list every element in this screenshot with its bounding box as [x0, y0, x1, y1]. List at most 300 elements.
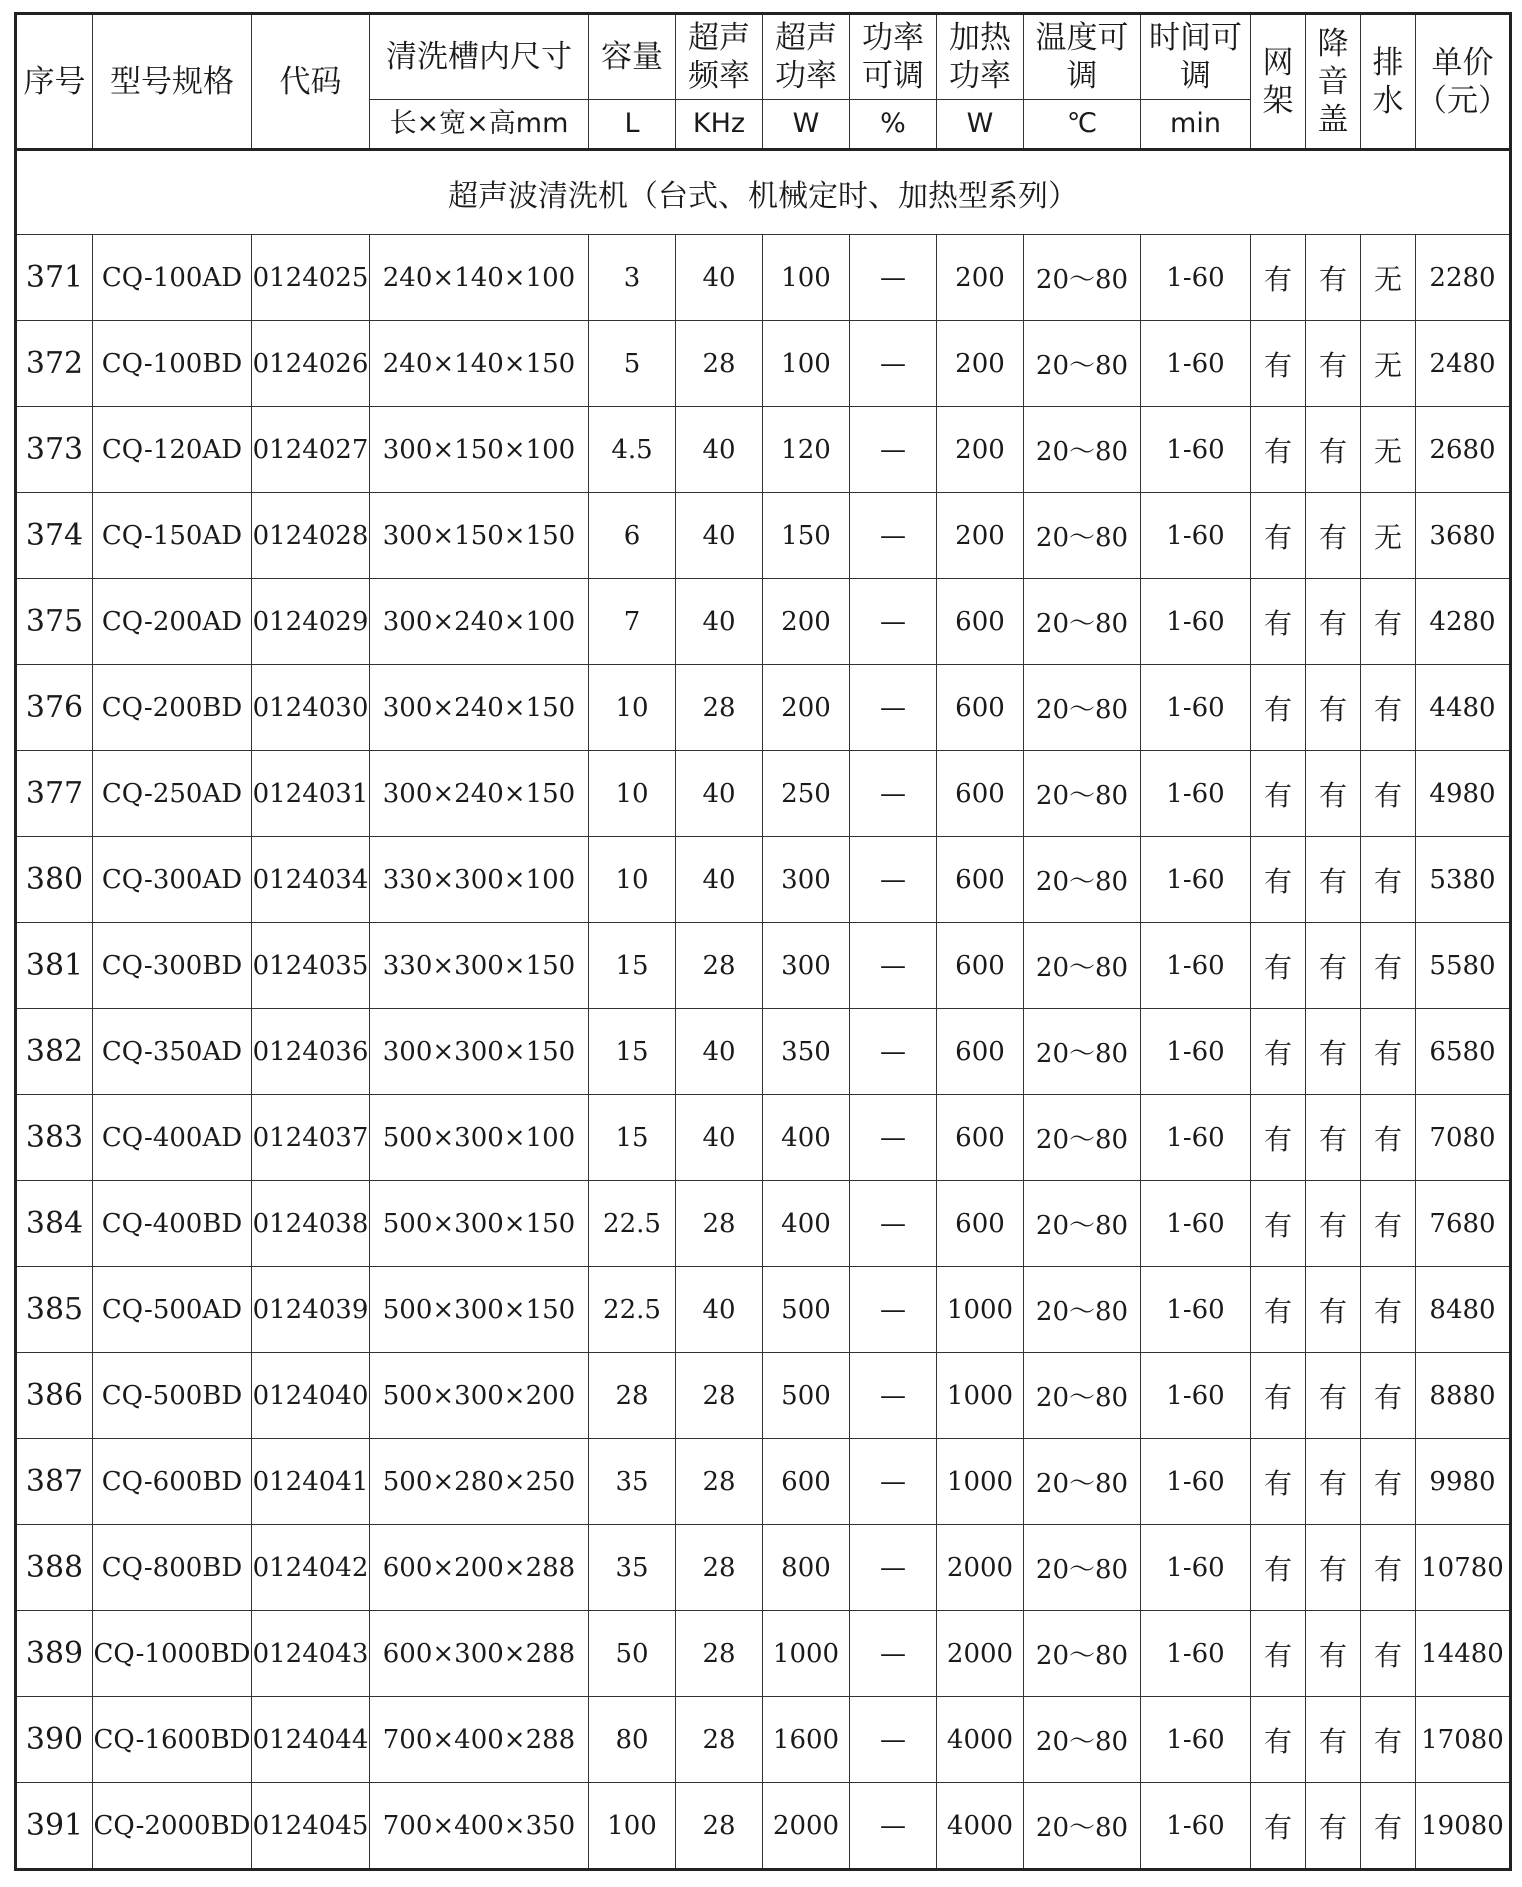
cell-power-adjustable: — — [850, 1009, 937, 1095]
cell-noise-lid: 有 — [1306, 1181, 1361, 1267]
cell-ultrasonic-power: 600 — [763, 1439, 850, 1525]
cell-capacity: 15 — [589, 1095, 676, 1181]
cell-price: 4280 — [1416, 579, 1511, 665]
cell-size: 300×240×100 — [370, 579, 589, 665]
cell-model: CQ-200AD — [93, 579, 252, 665]
cell-noise-lid: 有 — [1306, 923, 1361, 1009]
cell-frequency: 28 — [676, 1525, 763, 1611]
cell-size: 300×150×100 — [370, 407, 589, 493]
cell-time: 1-60 — [1141, 837, 1251, 923]
cell-seq: 390 — [16, 1697, 93, 1783]
cell-time: 1-60 — [1141, 1525, 1251, 1611]
cell-heating-power: 200 — [937, 407, 1024, 493]
unit-ultrasonic-power: W — [763, 100, 850, 150]
cell-ultrasonic-power: 200 — [763, 579, 850, 665]
cell-basket: 有 — [1251, 235, 1306, 321]
cell-price: 10780 — [1416, 1525, 1511, 1611]
cell-drain: 无 — [1361, 235, 1416, 321]
cell-ultrasonic-power: 1600 — [763, 1697, 850, 1783]
cell-temperature: 20～80 — [1024, 751, 1141, 837]
cell-heating-power: 600 — [937, 665, 1024, 751]
cell-basket: 有 — [1251, 1439, 1306, 1525]
unit-power-adjustable: % — [850, 100, 937, 150]
cell-model: CQ-1000BD — [93, 1611, 252, 1697]
cell-noise-lid: 有 — [1306, 1353, 1361, 1439]
cell-basket: 有 — [1251, 579, 1306, 665]
cell-size: 330×300×150 — [370, 923, 589, 1009]
cell-seq: 377 — [16, 751, 93, 837]
cell-code: 0124035 — [252, 923, 370, 1009]
cell-heating-power: 600 — [937, 837, 1024, 923]
table-row — [16, 751, 1511, 837]
cell-frequency: 40 — [676, 751, 763, 837]
cell-basket: 有 — [1251, 493, 1306, 579]
cell-temperature: 20～80 — [1024, 923, 1141, 1009]
cell-price: 4480 — [1416, 665, 1511, 751]
cell-price: 17080 — [1416, 1697, 1511, 1783]
cell-noise-lid: 有 — [1306, 321, 1361, 407]
cell-model: CQ-300BD — [93, 923, 252, 1009]
header-power-adjustable: 功率可调 — [850, 14, 937, 100]
cell-model: CQ-400BD — [93, 1181, 252, 1267]
cell-heating-power: 600 — [937, 751, 1024, 837]
cell-heating-power: 200 — [937, 235, 1024, 321]
cell-temperature: 20～80 — [1024, 665, 1141, 751]
cell-capacity: 35 — [589, 1525, 676, 1611]
cell-price: 4980 — [1416, 751, 1511, 837]
cell-ultrasonic-power: 400 — [763, 1181, 850, 1267]
cell-noise-lid: 有 — [1306, 1439, 1361, 1525]
cell-size: 500×300×200 — [370, 1353, 589, 1439]
cell-drain: 有 — [1361, 1181, 1416, 1267]
cell-capacity: 100 — [589, 1783, 676, 1870]
cell-noise-lid: 有 — [1306, 1697, 1361, 1783]
cell-power-adjustable: — — [850, 923, 937, 1009]
cell-frequency: 40 — [676, 1009, 763, 1095]
cell-seq: 380 — [16, 837, 93, 923]
unit-capacity: L — [589, 100, 676, 150]
cell-code: 0124045 — [252, 1783, 370, 1870]
cell-code: 0124040 — [252, 1353, 370, 1439]
cell-ultrasonic-power: 1000 — [763, 1611, 850, 1697]
cell-code: 0124044 — [252, 1697, 370, 1783]
cell-time: 1-60 — [1141, 1611, 1251, 1697]
header-code: 代码 — [252, 14, 370, 150]
cell-time: 1-60 — [1141, 1267, 1251, 1353]
section-title: 超声波清洗机（台式、机械定时、加热型系列） — [16, 150, 1511, 235]
cell-seq: 383 — [16, 1095, 93, 1181]
cell-code: 0124030 — [252, 665, 370, 751]
cell-time: 1-60 — [1141, 1697, 1251, 1783]
header-time-adjustable: 时间可调 — [1141, 14, 1251, 100]
header-ultrasonic-power: 超声功率 — [763, 14, 850, 100]
cell-code: 0124031 — [252, 751, 370, 837]
cell-price: 8480 — [1416, 1267, 1511, 1353]
cell-basket: 有 — [1251, 665, 1306, 751]
cell-ultrasonic-power: 300 — [763, 837, 850, 923]
cell-drain: 无 — [1361, 407, 1416, 493]
cell-frequency: 40 — [676, 1095, 763, 1181]
cell-price: 8880 — [1416, 1353, 1511, 1439]
cell-temperature: 20～80 — [1024, 1267, 1141, 1353]
cell-ultrasonic-power: 200 — [763, 665, 850, 751]
cell-price: 19080 — [1416, 1783, 1511, 1870]
header-drain: 排水 — [1361, 14, 1416, 150]
cell-model: CQ-1600BD — [93, 1697, 252, 1783]
cell-noise-lid: 有 — [1306, 579, 1361, 665]
cell-power-adjustable: — — [850, 665, 937, 751]
cell-time: 1-60 — [1141, 751, 1251, 837]
table-row — [16, 1525, 1511, 1611]
cell-ultrasonic-power: 120 — [763, 407, 850, 493]
cell-model: CQ-100AD — [93, 235, 252, 321]
cell-drain: 无 — [1361, 321, 1416, 407]
cell-capacity: 22.5 — [589, 1181, 676, 1267]
cell-noise-lid: 有 — [1306, 837, 1361, 923]
table-row — [16, 837, 1511, 923]
cell-seq: 382 — [16, 1009, 93, 1095]
cell-drain: 无 — [1361, 493, 1416, 579]
cell-ultrasonic-power: 100 — [763, 321, 850, 407]
table-row — [16, 1267, 1511, 1353]
table-body — [16, 150, 1511, 1870]
cell-code: 0124036 — [252, 1009, 370, 1095]
cell-price: 6580 — [1416, 1009, 1511, 1095]
cell-basket: 有 — [1251, 923, 1306, 1009]
cell-basket: 有 — [1251, 1611, 1306, 1697]
table-row — [16, 407, 1511, 493]
cell-basket: 有 — [1251, 321, 1306, 407]
cell-basket: 有 — [1251, 1697, 1306, 1783]
cell-drain: 有 — [1361, 1525, 1416, 1611]
cell-noise-lid: 有 — [1306, 235, 1361, 321]
cell-price: 9980 — [1416, 1439, 1511, 1525]
cell-temperature: 20～80 — [1024, 1181, 1141, 1267]
cell-drain: 有 — [1361, 837, 1416, 923]
table-header — [16, 14, 1511, 150]
cell-time: 1-60 — [1141, 1009, 1251, 1095]
cell-time: 1-60 — [1141, 235, 1251, 321]
header-capacity: 容量 — [589, 14, 676, 100]
cell-capacity: 50 — [589, 1611, 676, 1697]
cell-ultrasonic-power: 300 — [763, 923, 850, 1009]
cell-model: CQ-2000BD — [93, 1783, 252, 1870]
cell-code: 0124027 — [252, 407, 370, 493]
cell-model: CQ-500BD — [93, 1353, 252, 1439]
cell-ultrasonic-power: 500 — [763, 1267, 850, 1353]
table-row — [16, 1009, 1511, 1095]
cell-frequency: 28 — [676, 1697, 763, 1783]
cell-heating-power: 200 — [937, 321, 1024, 407]
cell-model: CQ-400AD — [93, 1095, 252, 1181]
cell-drain: 有 — [1361, 1697, 1416, 1783]
cell-price: 7080 — [1416, 1095, 1511, 1181]
table-row — [16, 493, 1511, 579]
header-temperature-adjustable: 温度可调 — [1024, 14, 1141, 100]
cell-price: 7680 — [1416, 1181, 1511, 1267]
table-row — [16, 1095, 1511, 1181]
cell-power-adjustable: — — [850, 579, 937, 665]
table-row — [16, 1697, 1511, 1783]
cell-ultrasonic-power: 2000 — [763, 1783, 850, 1870]
cell-heating-power: 1000 — [937, 1439, 1024, 1525]
cell-temperature: 20～80 — [1024, 493, 1141, 579]
cell-frequency: 28 — [676, 1783, 763, 1870]
cell-size: 500×280×250 — [370, 1439, 589, 1525]
cell-heating-power: 2000 — [937, 1525, 1024, 1611]
unit-frequency: KHz — [676, 100, 763, 150]
cell-capacity: 22.5 — [589, 1267, 676, 1353]
cell-model: CQ-500AD — [93, 1267, 252, 1353]
cell-temperature: 20～80 — [1024, 235, 1141, 321]
cell-capacity: 5 — [589, 321, 676, 407]
cell-noise-lid: 有 — [1306, 1611, 1361, 1697]
cell-time: 1-60 — [1141, 1783, 1251, 1870]
unit-time: min — [1141, 100, 1251, 150]
cell-drain: 有 — [1361, 1611, 1416, 1697]
cell-time: 1-60 — [1141, 1181, 1251, 1267]
cell-capacity: 10 — [589, 665, 676, 751]
cell-time: 1-60 — [1141, 665, 1251, 751]
cell-time: 1-60 — [1141, 1095, 1251, 1181]
table-row — [16, 923, 1511, 1009]
cell-capacity: 80 — [589, 1697, 676, 1783]
table-row — [16, 1181, 1511, 1267]
cell-seq: 381 — [16, 923, 93, 1009]
cell-frequency: 40 — [676, 579, 763, 665]
cell-seq: 389 — [16, 1611, 93, 1697]
table-row — [16, 321, 1511, 407]
cell-heating-power: 600 — [937, 923, 1024, 1009]
cell-size: 240×140×100 — [370, 235, 589, 321]
cell-code: 0124039 — [252, 1267, 370, 1353]
cell-power-adjustable: — — [850, 751, 937, 837]
cell-seq: 375 — [16, 579, 93, 665]
cell-seq: 384 — [16, 1181, 93, 1267]
cell-seq: 372 — [16, 321, 93, 407]
cell-seq: 371 — [16, 235, 93, 321]
cell-basket: 有 — [1251, 1095, 1306, 1181]
cell-heating-power: 600 — [937, 1181, 1024, 1267]
cell-drain: 有 — [1361, 1267, 1416, 1353]
cell-capacity: 6 — [589, 493, 676, 579]
cell-power-adjustable: — — [850, 235, 937, 321]
cell-drain: 有 — [1361, 1353, 1416, 1439]
cell-code: 0124041 — [252, 1439, 370, 1525]
cell-drain: 有 — [1361, 1095, 1416, 1181]
cell-capacity: 15 — [589, 923, 676, 1009]
table-row — [16, 579, 1511, 665]
cell-seq: 373 — [16, 407, 93, 493]
table-row — [16, 665, 1511, 751]
cell-noise-lid: 有 — [1306, 751, 1361, 837]
cell-power-adjustable: — — [850, 1697, 937, 1783]
table-row — [16, 1353, 1511, 1439]
cell-price: 14480 — [1416, 1611, 1511, 1697]
cell-ultrasonic-power: 150 — [763, 493, 850, 579]
cell-capacity: 4.5 — [589, 407, 676, 493]
cell-basket: 有 — [1251, 1181, 1306, 1267]
cell-seq: 386 — [16, 1353, 93, 1439]
cell-seq: 376 — [16, 665, 93, 751]
cell-drain: 有 — [1361, 1439, 1416, 1525]
header-frequency: 超声频率 — [676, 14, 763, 100]
cell-temperature: 20～80 — [1024, 1095, 1141, 1181]
cell-frequency: 40 — [676, 1267, 763, 1353]
cell-heating-power: 200 — [937, 493, 1024, 579]
cell-heating-power: 1000 — [937, 1353, 1024, 1439]
cell-ultrasonic-power: 100 — [763, 235, 850, 321]
cell-power-adjustable: — — [850, 1181, 937, 1267]
cell-time: 1-60 — [1141, 579, 1251, 665]
cell-code: 0124037 — [252, 1095, 370, 1181]
cell-power-adjustable: — — [850, 407, 937, 493]
cell-power-adjustable: — — [850, 1095, 937, 1181]
cell-drain: 有 — [1361, 751, 1416, 837]
cell-temperature: 20～80 — [1024, 837, 1141, 923]
cell-size: 300×150×150 — [370, 493, 589, 579]
cell-time: 1-60 — [1141, 1353, 1251, 1439]
cell-frequency: 28 — [676, 665, 763, 751]
cell-capacity: 3 — [589, 235, 676, 321]
cell-model: CQ-200BD — [93, 665, 252, 751]
cell-frequency: 28 — [676, 1611, 763, 1697]
price-table — [14, 12, 1512, 1871]
cell-seq: 391 — [16, 1783, 93, 1870]
cell-capacity: 15 — [589, 1009, 676, 1095]
cell-temperature: 20～80 — [1024, 1783, 1141, 1870]
table-row — [16, 1439, 1511, 1525]
cell-model: CQ-250AD — [93, 751, 252, 837]
cell-code: 0124028 — [252, 493, 370, 579]
cell-basket: 有 — [1251, 837, 1306, 923]
cell-size: 500×300×100 — [370, 1095, 589, 1181]
cell-noise-lid: 有 — [1306, 665, 1361, 751]
cell-power-adjustable: — — [850, 837, 937, 923]
cell-heating-power: 2000 — [937, 1611, 1024, 1697]
cell-size: 300×300×150 — [370, 1009, 589, 1095]
cell-heating-power: 600 — [937, 1009, 1024, 1095]
cell-power-adjustable: — — [850, 1783, 937, 1870]
cell-power-adjustable: — — [850, 493, 937, 579]
cell-ultrasonic-power: 250 — [763, 751, 850, 837]
cell-noise-lid: 有 — [1306, 1783, 1361, 1870]
cell-seq: 387 — [16, 1439, 93, 1525]
cell-basket: 有 — [1251, 1267, 1306, 1353]
cell-frequency: 40 — [676, 407, 763, 493]
cell-time: 1-60 — [1141, 321, 1251, 407]
header-model: 型号规格 — [93, 14, 252, 150]
cell-size: 500×300×150 — [370, 1181, 589, 1267]
cell-time: 1-60 — [1141, 407, 1251, 493]
header-seq: 序号 — [16, 14, 93, 150]
cell-price: 2680 — [1416, 407, 1511, 493]
cell-basket: 有 — [1251, 1009, 1306, 1095]
cell-temperature: 20～80 — [1024, 579, 1141, 665]
table-row — [16, 1783, 1511, 1870]
header-heating-power: 加热功率 — [937, 14, 1024, 100]
cell-size: 240×140×150 — [370, 321, 589, 407]
cell-power-adjustable: — — [850, 1267, 937, 1353]
cell-time: 1-60 — [1141, 923, 1251, 1009]
cell-time: 1-60 — [1141, 1439, 1251, 1525]
cell-capacity: 7 — [589, 579, 676, 665]
cell-model: CQ-150AD — [93, 493, 252, 579]
cell-size: 330×300×100 — [370, 837, 589, 923]
cell-capacity: 28 — [589, 1353, 676, 1439]
cell-size: 500×300×150 — [370, 1267, 589, 1353]
cell-price: 2480 — [1416, 321, 1511, 407]
unit-temperature: ℃ — [1024, 100, 1141, 150]
cell-frequency: 28 — [676, 923, 763, 1009]
cell-power-adjustable: — — [850, 1439, 937, 1525]
cell-ultrasonic-power: 350 — [763, 1009, 850, 1095]
cell-noise-lid: 有 — [1306, 493, 1361, 579]
cell-size: 600×300×288 — [370, 1611, 589, 1697]
cell-seq: 385 — [16, 1267, 93, 1353]
cell-power-adjustable: — — [850, 1611, 937, 1697]
cell-heating-power: 600 — [937, 579, 1024, 665]
cell-power-adjustable: — — [850, 1353, 937, 1439]
cell-code: 0124034 — [252, 837, 370, 923]
cell-code: 0124042 — [252, 1525, 370, 1611]
cell-frequency: 40 — [676, 235, 763, 321]
cell-model: CQ-120AD — [93, 407, 252, 493]
cell-heating-power: 4000 — [937, 1783, 1024, 1870]
header-tank-size: 清洗槽内尺寸 — [370, 14, 589, 100]
cell-price: 5380 — [1416, 837, 1511, 923]
cell-size: 600×200×288 — [370, 1525, 589, 1611]
cell-temperature: 20～80 — [1024, 321, 1141, 407]
cell-noise-lid: 有 — [1306, 1267, 1361, 1353]
cell-ultrasonic-power: 800 — [763, 1525, 850, 1611]
cell-noise-lid: 有 — [1306, 1009, 1361, 1095]
cell-heating-power: 1000 — [937, 1267, 1024, 1353]
cell-noise-lid: 有 — [1306, 407, 1361, 493]
cell-heating-power: 4000 — [937, 1697, 1024, 1783]
cell-price: 3680 — [1416, 493, 1511, 579]
cell-temperature: 20～80 — [1024, 1009, 1141, 1095]
cell-capacity: 35 — [589, 1439, 676, 1525]
cell-basket: 有 — [1251, 751, 1306, 837]
cell-heating-power: 600 — [937, 1095, 1024, 1181]
cell-seq: 388 — [16, 1525, 93, 1611]
cell-basket: 有 — [1251, 407, 1306, 493]
cell-drain: 有 — [1361, 923, 1416, 1009]
cell-code: 0124025 — [252, 235, 370, 321]
cell-basket: 有 — [1251, 1525, 1306, 1611]
cell-size: 300×240×150 — [370, 751, 589, 837]
cell-code: 0124026 — [252, 321, 370, 407]
cell-ultrasonic-power: 400 — [763, 1095, 850, 1181]
cell-temperature: 20～80 — [1024, 1611, 1141, 1697]
cell-frequency: 28 — [676, 1353, 763, 1439]
cell-code: 0124043 — [252, 1611, 370, 1697]
table-row — [16, 235, 1511, 321]
cell-drain: 有 — [1361, 1783, 1416, 1870]
cell-model: CQ-600BD — [93, 1439, 252, 1525]
cell-noise-lid: 有 — [1306, 1095, 1361, 1181]
cell-power-adjustable: — — [850, 321, 937, 407]
cell-drain: 有 — [1361, 665, 1416, 751]
cell-code: 0124029 — [252, 579, 370, 665]
cell-time: 1-60 — [1141, 493, 1251, 579]
cell-size: 700×400×350 — [370, 1783, 589, 1870]
cell-price: 5580 — [1416, 923, 1511, 1009]
header-basket: 网架 — [1251, 14, 1306, 150]
cell-size: 700×400×288 — [370, 1697, 589, 1783]
cell-capacity: 10 — [589, 751, 676, 837]
